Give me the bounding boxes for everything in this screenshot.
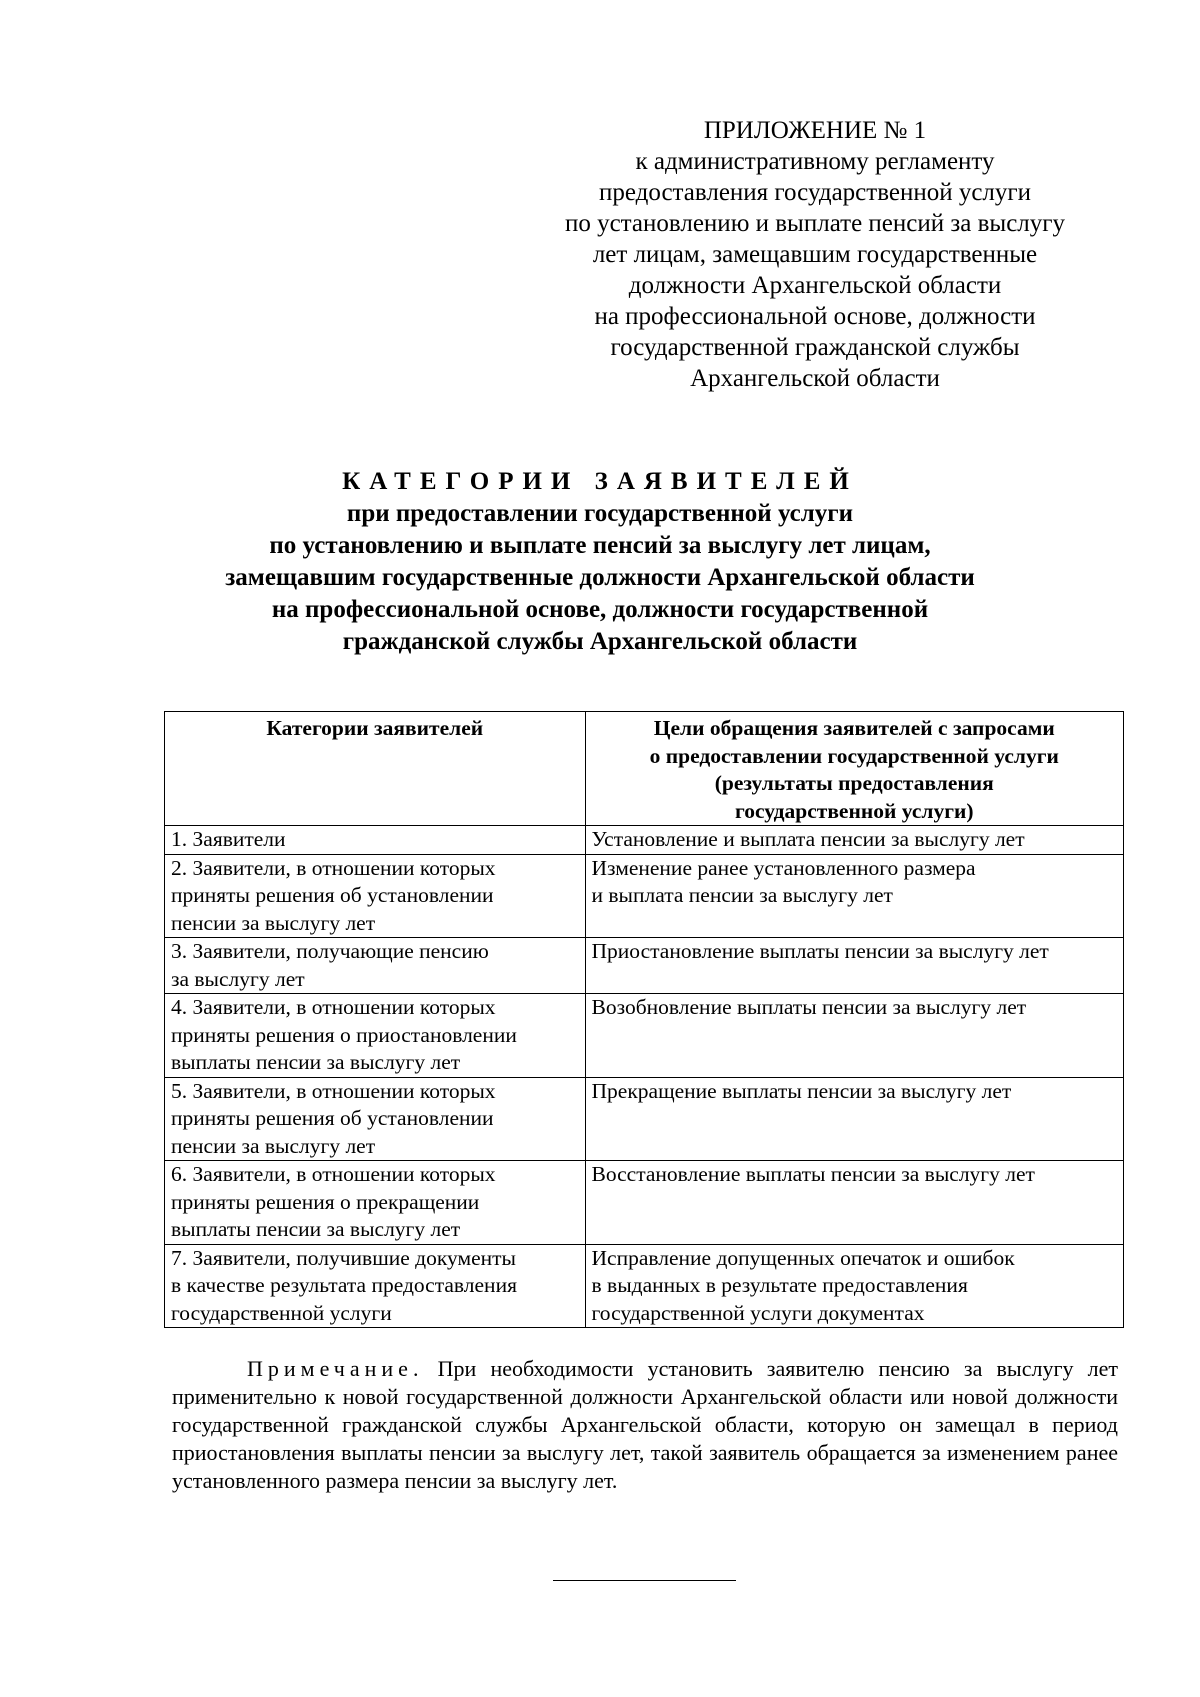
note-lead: Примечание. [247, 1356, 424, 1381]
cell-line: Установление и выплата пенсии за выслугу лет [591, 827, 1025, 851]
document-title: КАТЕГОРИИ ЗАЯВИТЕЛЕЙ [342, 468, 858, 495]
appendix-line: Архангельской области [690, 365, 940, 392]
cell-line: выплаты пенсии за выслугу лет [171, 1217, 461, 1241]
table-row [165, 1244, 1124, 1328]
header-line: о предоставлении государственной услуги [649, 743, 1059, 768]
note-paragraph [172, 1355, 1118, 1495]
cell-line: государственной услуги [171, 1300, 392, 1325]
cell-line: Возобновление выплаты пенсии за выслугу лет [591, 995, 1027, 1019]
appendix-block [535, 115, 1095, 394]
purpose-cell [585, 854, 1123, 938]
purpose-cell [585, 1077, 1123, 1161]
appendix-line: на профессиональной основе, должности [594, 303, 1036, 330]
appendix-line: ПРИЛОЖЕНИЕ № 1 [703, 117, 927, 144]
category-cell [165, 938, 586, 994]
appendix-line: государственной гражданской службы [610, 334, 1020, 361]
document-subtitle-line: при предоставлении государственной услуги [346, 500, 854, 527]
cell-line: Приостановление выплаты пенсии за выслугу лет [591, 939, 1049, 963]
document-heading [100, 466, 1100, 658]
purpose-cell [585, 1161, 1123, 1245]
note-text: При необходимости установить заявителю пенсию за выслугу лет применительно к новой государственной должности Архангельской области или новой должности государственной гражданской службы Архангельской области, которую он замещал в период приостановления выплаты пенсии за выслугу лет, такой заявитель обращается за изменением ранее установленного размера пенсии за выслугу лет. [172, 1356, 1118, 1493]
category-cell [165, 1161, 586, 1245]
header-line: государственной услуги) [735, 798, 974, 823]
appendix-line: к административному регламенту [635, 148, 995, 175]
cell-line: Исправление допущенных опечаток и ошибок [591, 1245, 1015, 1270]
category-cell [165, 826, 586, 855]
purpose-cell [585, 938, 1123, 994]
cell-line: приняты решения о прекращении [171, 1189, 480, 1214]
header-line: Категории заявителей [266, 716, 484, 740]
cell-line: пенсии за выслугу лет [171, 910, 376, 935]
cell-line: 1. Заявители [171, 827, 286, 851]
cell-line: приняты решения о приостановлении [171, 1022, 517, 1047]
table-row [165, 854, 1124, 938]
document-subtitle-line: замещавшим государственные должности Архангельской области [225, 564, 975, 591]
appendix-line: по установлению и выплате пенсий за выслугу [564, 210, 1066, 237]
cell-line: за выслугу лет [171, 966, 305, 991]
cell-line: Изменение ранее установленного размера [591, 855, 976, 880]
appendix-line: лет лицам, замещавшим государственные [592, 241, 1038, 268]
table-header-row [165, 712, 1124, 826]
table-row [165, 1077, 1124, 1161]
table-row [165, 938, 1124, 994]
categories-table [164, 711, 1124, 1328]
document-subtitle-line: на профессиональной основе, должности государственной [271, 596, 929, 623]
cell-line: Прекращение выплаты пенсии за выслугу лет [591, 1078, 1012, 1103]
cell-line: Восстановление выплаты пенсии за выслугу лет [591, 1162, 1035, 1186]
table-row [165, 994, 1124, 1078]
cell-line: 2. Заявители, в отношении которых [171, 855, 496, 880]
cell-line: пенсии за выслугу лет [171, 1133, 376, 1158]
appendix-line: предоставления государственной услуги [598, 179, 1032, 206]
header-line: (результаты предоставления [714, 771, 994, 795]
header-purposes [585, 712, 1123, 826]
cell-line: и выплата пенсии за выслугу лет [591, 883, 893, 907]
category-cell [165, 854, 586, 938]
cell-line: в качестве результата предоставления [171, 1273, 517, 1297]
appendix-line: должности Архангельской области [628, 272, 1002, 299]
cell-line: приняты решения об установлении [171, 1106, 494, 1130]
end-divider [553, 1580, 736, 1581]
cell-line: государственной услуги документах [591, 1300, 925, 1325]
cell-line: 4. Заявители, в отношении которых [171, 995, 496, 1019]
table-row [165, 826, 1124, 855]
purpose-cell [585, 826, 1123, 855]
table-row [165, 1161, 1124, 1245]
purpose-cell [585, 994, 1123, 1078]
category-cell [165, 1244, 586, 1328]
cell-line: выплаты пенсии за выслугу лет [171, 1050, 461, 1074]
purpose-cell [585, 1244, 1123, 1328]
cell-line: 7. Заявители, получившие документы [171, 1245, 516, 1270]
header-line: Цели обращения заявителей с запросами [653, 716, 1055, 740]
cell-line: приняты решения об установлении [171, 883, 494, 907]
category-cell [165, 994, 586, 1078]
cell-line: 6. Заявители, в отношении которых [171, 1162, 496, 1186]
cell-line: в выданных в результате предоставления [591, 1273, 968, 1297]
category-cell [165, 1077, 586, 1161]
header-categories [165, 712, 586, 826]
cell-line: 3. Заявители, получающие пенсию [171, 939, 489, 963]
document-subtitle-line: по установлению и выплате пенсий за выслугу лет лицам, [269, 532, 931, 559]
document-subtitle-line: гражданской службы Архангельской области [342, 628, 858, 655]
cell-line: 5. Заявители, в отношении которых [171, 1078, 496, 1103]
